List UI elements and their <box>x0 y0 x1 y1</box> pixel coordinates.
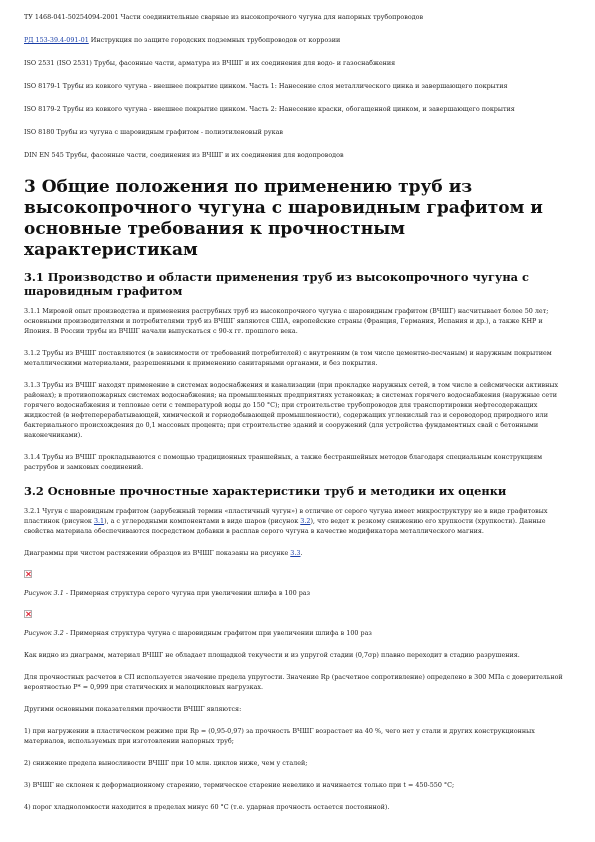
ref-item <box>24 104 571 114</box>
broken-image-icon <box>24 570 32 578</box>
text-fragment: . <box>300 549 303 557</box>
section-3-heading: 3 Общие положения по применению труб из высокопрочного чугуна с шаровидным графитом и основные требования к прочностным характеристикам <box>24 177 543 260</box>
ref-text: ISO 2531 (ISO 2531) Трубы, фасонные части, арматура из ВЧШГ и их соединения для водо- и газоснабжения <box>24 59 396 67</box>
text-fragment: ), а с углеродными компонентами в виде шаров (рисунок <box>104 517 301 525</box>
ref-text: ISO 8180 Трубы из чугуна с шаровидным графитом - полиэтиленовый рукав <box>24 128 284 136</box>
rd-link[interactable]: РД 153-39.4-091-01 <box>24 36 89 44</box>
caption-text: - Примерная структура чугуна с шаровидным графитом при увеличении шлифа в 100 раз <box>63 629 372 637</box>
paragraph-3-1-3: 3.1.3 Трубы из ВЧШГ находят применение в системах водоснабжения и канализации (при прокладке наружных сетей, в том числе в сейсмически активных районах); в противопожарных системах водоснабжения; на промышленных предприятиях установках; в системах горячего водоснабжения (наружные сети горячего водоснабжения и тепловые сети с температурой воды до 150 °С); при строительстве трубопроводов для транспортировки нефтесодержащих жидкостей (в нефтеперерабатывающей, химической и горнодобывающей промышленности), содержащих углекислый газ и сероводород природного или бактериального происхождения до 0,1 массовых процента; при строительстве зданий и сооружений (для устройства фундаментных свай с бетонными наконечниками). <box>24 381 559 439</box>
list-item: 2) снижение предела выносливости ВЧШГ при 10 млн. циклов ниже, чем у сталей; <box>24 759 308 767</box>
figure-3-1-caption <box>24 588 571 598</box>
paragraph-diagrams <box>24 548 571 558</box>
ref-text: Инструкция по защите городских подземных трубопроводов от коррозии <box>88 36 341 44</box>
text-fragment: Диаграммы при чистом растяжении образцов из ВЧШГ показаны на рисунке <box>24 549 291 557</box>
figure-3-3-link[interactable]: 3.3 <box>290 549 301 557</box>
list-item: 1) при нагружении в пластическом режиме при Rр = (0,95-0,97) за прочность ВЧШГ возрастает на 40 %, чего нет у стали и других конструкционных материалов, используемых при изготовлении напорных труб; <box>24 727 535 745</box>
text-fragment: ), что ведет к резкому снижению его хрупкости (хрупкости). Данные свойства материала обеспечиваются посредством добавки в расплав серого чугуна в качестве модификатора металлического магния. <box>24 517 546 535</box>
ref-item <box>24 127 571 137</box>
caption-label: Рисунок 3.2 <box>24 629 64 637</box>
list-item: 4) порог хладноломкости находится в пределах минус 60 °С (т.е. ударная прочность остается постоянной). <box>24 803 390 811</box>
paragraph-3-1-2: 3.1.2 Трубы из ВЧШГ поставляются (в зависимости от требований потребителей) с внутренним (в том числе цементно-песчаным) и наружным покрытием металлическими материалами, разрешенными к применению санитарными органами, и без покрытия. <box>24 349 552 367</box>
ref-text: ТУ 1468-041-50254094-2001 Части соединительные сварные из высокопрочного чугуна для напорных трубопроводов <box>24 13 424 21</box>
ref-item <box>24 81 571 91</box>
paragraph-calculation: Для прочностных расчетов в СП используется значение предела упругости. Значение Rр (расчетное сопротивление) определено в 300 МПа с доверительной вероятностью Р* = 0,999 при статических и малоцикловых нагрузках. <box>24 673 563 691</box>
figure-3-1-link[interactable]: 3.1 <box>93 517 105 525</box>
subsection-3-2-heading: 3.2 Основные прочностные характеристики труб и методики их оценки <box>24 484 507 498</box>
broken-image-icon <box>24 610 32 618</box>
paragraph-other-indicators: Другими основными показателями прочности ВЧШГ являются: <box>24 705 242 713</box>
ref-text: DIN EN 545 Трубы, фасонные части, соединения из ВЧШГ и их соединения для водопроводов <box>24 151 344 159</box>
list-item: 3) ВЧШГ не склонен к деформационному старению, термическое старение невелико и начинается только при t = 450-550 °С; <box>24 781 455 789</box>
paragraph-diagram-note: Как видно из диаграмм, материал ВЧШГ не обладает площадкой текучести и из упругой стадии (0,7σр) плавно переходит в стадию разрушения. <box>24 651 520 659</box>
text-fragment: 3.2.1 Чугун с шаровидным графитом (зарубежный термин «пластичный чугун») в отличие от серого чугуна имеет микроструктуру не в виде графитовых пластинок (рисунок <box>24 507 548 525</box>
paragraph-3-1-4: 3.1.4 Трубы из ВЧШГ прокладываются с помощью традиционных траншейных, а также бестраншейных методов благодаря специальным конструкциям раструбов и замковых соединений. <box>24 453 543 471</box>
figure-3-2-caption <box>24 628 571 638</box>
ref-item <box>24 58 571 68</box>
ref-item <box>24 12 571 22</box>
figure-3-2-link[interactable]: 3.2 <box>300 517 311 525</box>
caption-label: Рисунок 3.1 <box>24 589 64 597</box>
caption-text: - Примерная структура серого чугуна при увеличении шлифа в 100 раз <box>63 589 311 597</box>
paragraph-3-2-1 <box>24 506 571 536</box>
paragraph-3-1-1: 3.1.1 Мировой опыт производства и применения раструбных труб из высокопрочного чугуна с шаровидным графитом (ВЧШГ) насчитывает более 50 лет; основными производителями и потребителями труб из ВЧШГ являются США, европейские страны (Франция, Германия, Испания и др.), а также КНР и Япония. В России трубы из ВЧШГ начали выпускаться с 90-х гг. прошлого века. <box>24 307 549 335</box>
ref-item <box>24 35 571 45</box>
subsection-3-1-heading: 3.1 Производство и области применения труб из высокопрочного чугуна с шаровидным графитом <box>24 270 529 298</box>
ref-text: ISO 8179-2 Трубы из ковкого чугуна - внешнее покрытие цинком. Часть 2: Нанесение краски, обогащенной цинком, и завершающего покрытия <box>24 105 515 113</box>
ref-item <box>24 150 571 160</box>
ref-text: ISO 8179-1 Трубы из ковкого чугуна - внешнее покрытие цинком. Часть 1: Нанесение слоя металлического цинка и завершающего покрытия <box>24 82 508 90</box>
